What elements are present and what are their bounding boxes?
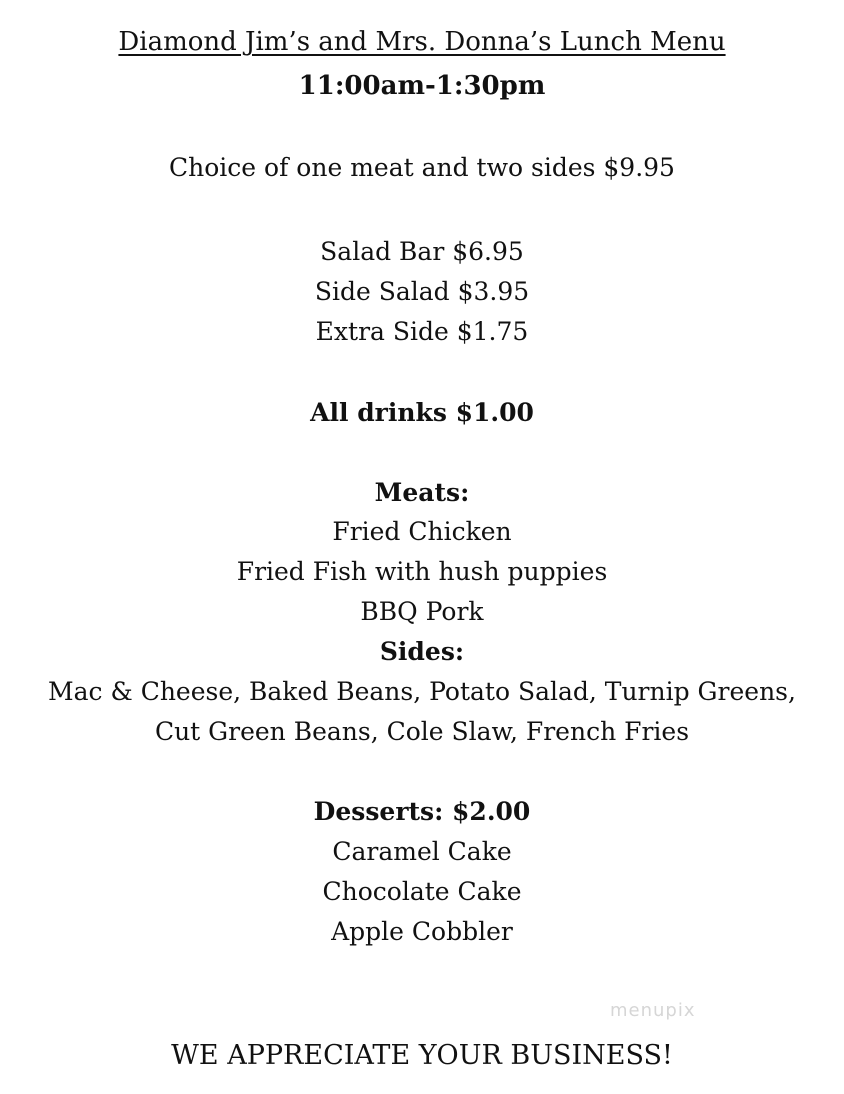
extra-item-side-salad: Side Salad $3.95 — [314, 277, 530, 306]
dessert-item: Apple Cobbler — [331, 917, 513, 946]
dessert-item: Chocolate Cake — [322, 877, 522, 906]
menu-hours: 11:00am-1:30pm — [298, 71, 546, 101]
combo-special: Choice of one meat and two sides $9.95 — [169, 153, 675, 182]
sides-heading: Sides: — [379, 637, 465, 666]
dessert-item: Caramel Cake — [332, 837, 512, 866]
extra-item-salad-bar: Salad Bar $6.95 — [320, 237, 524, 266]
meat-item: Fried Chicken — [332, 517, 512, 546]
meat-item: Fried Fish with hush puppies — [236, 557, 608, 586]
desserts-heading: Desserts: $2.00 — [313, 797, 531, 826]
extra-item-extra-side: Extra Side $1.75 — [315, 317, 529, 346]
meats-heading: Meats: — [374, 478, 470, 507]
meat-item: BBQ Pork — [360, 597, 484, 626]
sides-line: Cut Green Beans, Cole Slaw, French Fries — [154, 717, 690, 746]
sides-line: Mac & Cheese, Baked Beans, Potato Salad, Turnip Greens, — [48, 677, 796, 706]
drinks-price: All drinks $1.00 — [310, 398, 534, 427]
footer-message: WE APPRECIATE YOUR BUSINESS! — [171, 1040, 673, 1071]
menu-title: Diamond Jim’s and Mrs. Donna’s Lunch Menu — [118, 27, 726, 57]
menupix-watermark: menupix — [610, 1000, 696, 1021]
